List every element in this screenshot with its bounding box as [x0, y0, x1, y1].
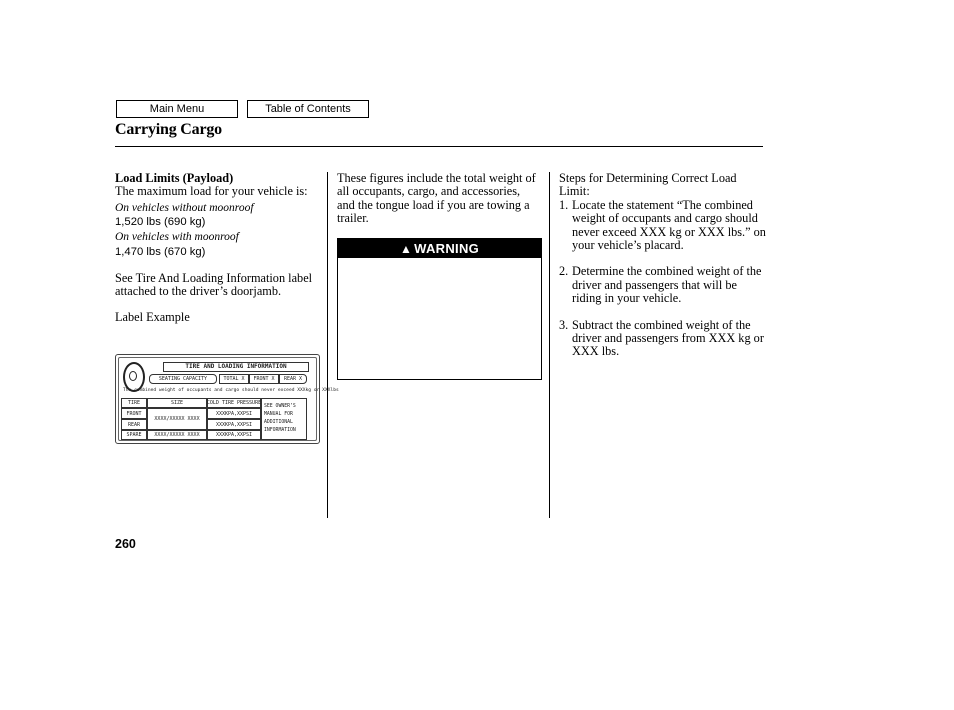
- warning-box: [337, 238, 542, 380]
- load-limits-intro: The maximum load for your vehicle is:: [115, 184, 308, 199]
- variant-with-moonroof-label: On vehicles with moonroof: [115, 231, 239, 244]
- label-spare-size: XXXX/XXXXX XXXX: [147, 430, 207, 440]
- page-number: 260: [115, 537, 136, 551]
- variant-without-moonroof-value: 1,520 lbs (690 kg): [115, 216, 206, 229]
- column-figures: [337, 172, 537, 226]
- step-text: Locate the statement “The combined weight of occupants and cargo should never exceed XXX kg or XXX lbs.” on your vehicle’s placard.: [572, 197, 766, 253]
- table-of-contents-button[interactable]: Table of Contents: [247, 100, 369, 118]
- variant-without-moonroof-label: On vehicles without moonroof: [115, 201, 254, 214]
- label-col-pressure: COLD TIRE PRESSURE: [206, 400, 262, 406]
- variant-with-moonroof-value: 1,470 lbs (670 kg): [115, 245, 206, 258]
- column-steps: [559, 172, 767, 359]
- column-divider-1: [327, 172, 328, 518]
- label-row-front: FRONT: [121, 408, 147, 419]
- label-example-caption: Label Example: [115, 310, 190, 325]
- label-rear-count: REAR X: [279, 374, 307, 384]
- label-col-tire: TIRE: [121, 398, 147, 408]
- label-header: TIRE AND LOADING INFORMATION: [163, 362, 309, 372]
- load-limits-heading: Load Limits (Payload): [115, 171, 234, 185]
- steps-intro: Steps for Determining Correct Load Limit:: [559, 171, 737, 199]
- step-number: 1.: [559, 197, 569, 212]
- step-number: 3.: [559, 317, 569, 332]
- main-menu-button[interactable]: Main Menu: [116, 100, 238, 118]
- warning-header: [338, 239, 541, 258]
- warning-title: WARNING: [414, 241, 480, 256]
- step-number: 2.: [559, 264, 569, 279]
- label-spare-pressure: XXXKPA,XXPSI: [207, 430, 261, 440]
- step-item: [559, 199, 767, 253]
- warning-triangle-icon: ▲: [399, 242, 413, 256]
- tire-loading-label-illustration: [115, 354, 339, 444]
- label-rear-pressure: XXXKPA,XXPSI: [207, 419, 261, 430]
- step-item: [559, 265, 767, 305]
- label-seating-capacity: SEATING CAPACITY: [149, 374, 217, 384]
- see-label-text: See Tire And Loading Information label attached to the driver’s doorjamb.: [115, 270, 313, 299]
- column-load-limits: [115, 172, 320, 325]
- step-text: Determine the combined weight of the driver and passengers that will be riding in your vehicle.: [572, 264, 762, 306]
- label-total: TOTAL X: [219, 374, 249, 384]
- step-item: [559, 319, 767, 359]
- label-col-size: SIZE: [147, 398, 207, 408]
- step-text: Subtract the combined weight of the driver and passengers from XXX kg or XXX lbs.: [572, 317, 764, 359]
- page-title: Carrying Cargo: [115, 121, 222, 138]
- column-divider-2: [549, 172, 550, 518]
- label-row-rear: REAR: [121, 419, 147, 430]
- label-row-spare: SPARE: [121, 430, 147, 440]
- label-combined-note: The combined weight of occupants and cargo should never exceed XXXkg or XXXlbs: [123, 388, 339, 393]
- title-divider: [115, 146, 763, 147]
- label-front-count: FRONT X: [249, 374, 279, 384]
- label-size-value: XXXX/XXXXX XXXX: [147, 408, 207, 430]
- figures-text: These figures include the total weight of all occupants, cargo, and accessories, and the tongue load if you are towing a trailer.: [337, 171, 536, 226]
- label-front-pressure: XXXKPA,XXPSI: [207, 408, 261, 419]
- label-side-note: SEE OWNER’S MANUAL FOR ADDITIONAL INFORMATION: [261, 398, 307, 440]
